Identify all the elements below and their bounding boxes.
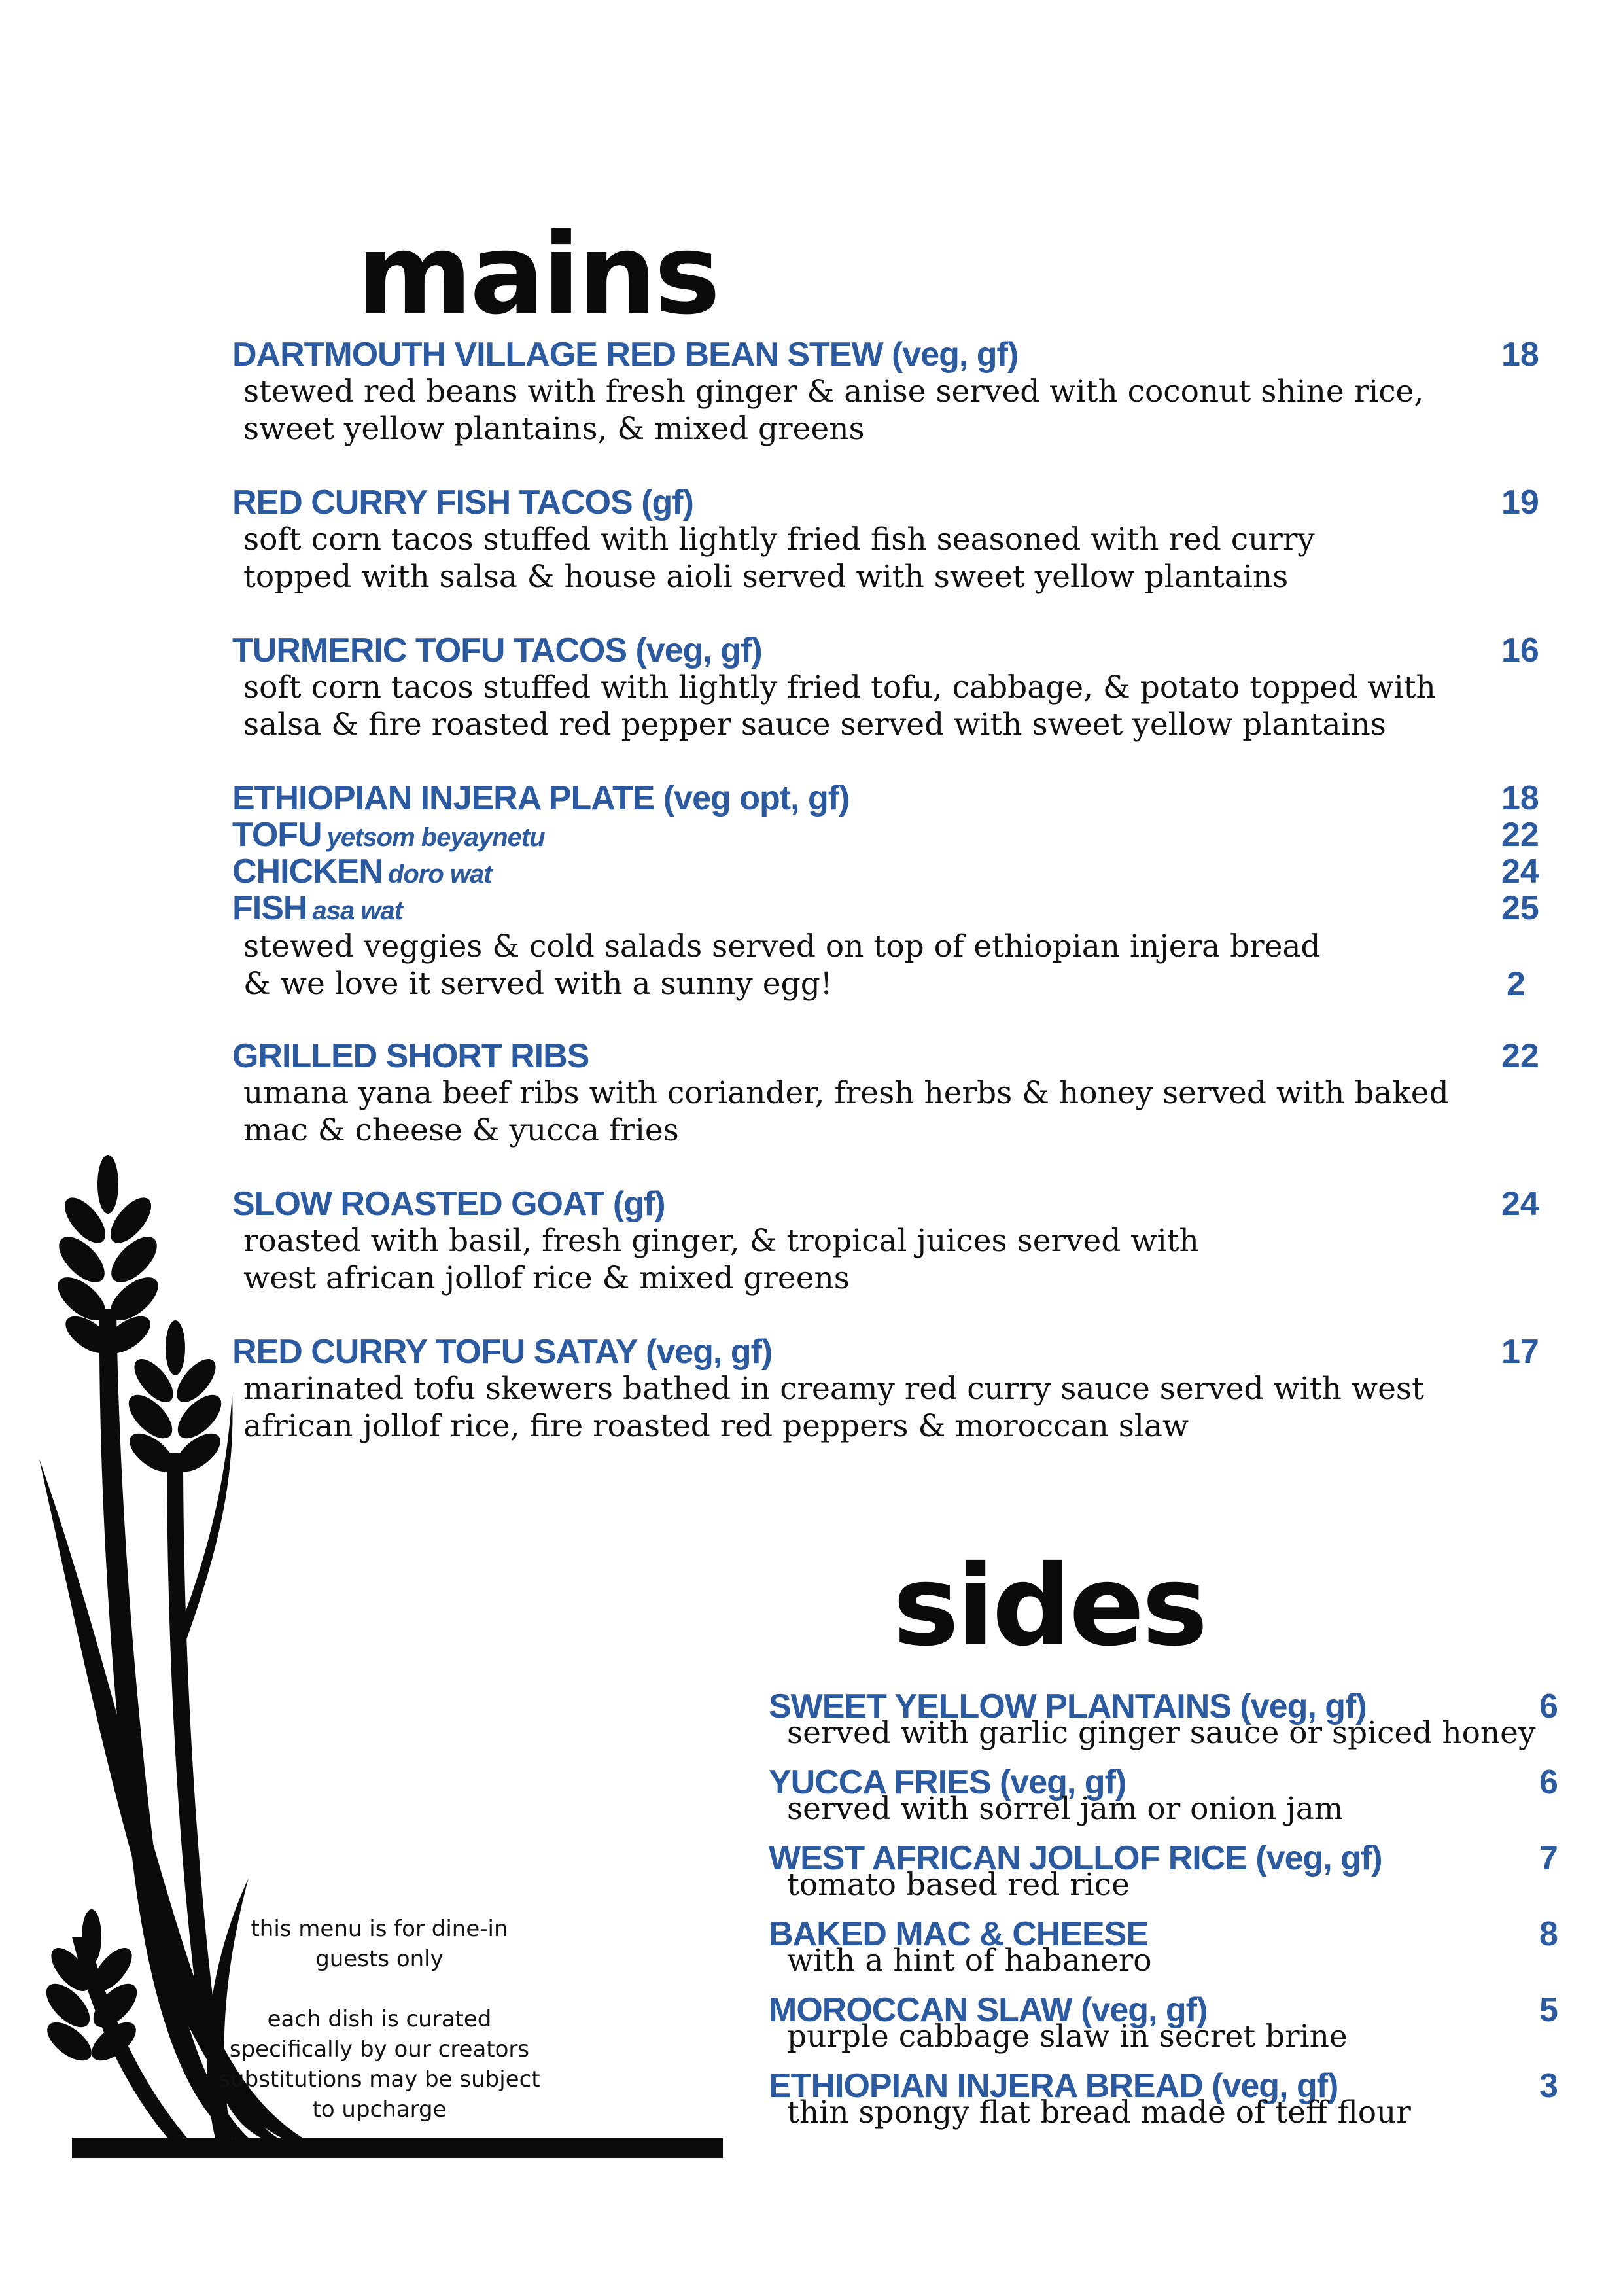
variant-name: FISH: [232, 889, 307, 927]
side-name: ETHIOPIAN INJERA BREAD (veg, gf): [769, 2067, 1338, 2105]
item-description: roasted with basil, fresh ginger, & tropical juices served with west african jollof rice & mixed greens: [243, 1223, 1199, 1296]
mains-heading: mains: [357, 210, 718, 340]
side-description: served with garlic ginger sauce or spiced honey: [787, 1715, 1536, 1751]
item-name: DARTMOUTH VILLAGE RED BEAN STEW (veg, gf): [232, 336, 1019, 374]
variant-subtitle: asa wat: [312, 896, 402, 925]
variant-subtitle: yetsom beyaynetu: [326, 823, 545, 852]
item-name: GRILLED SHORT RIBS: [232, 1037, 589, 1075]
side-price: 6: [1539, 1687, 1558, 1725]
item-description: umana yana beef ribs with coriander, fresh herbs & honey served with baked mac & cheese & yucca fries: [243, 1075, 1449, 1148]
item-description: stewed veggies & cold salads served on top of ethiopian injera bread & we love it served with a sunny egg!: [243, 928, 1321, 1002]
variant-name: TOFU: [232, 816, 322, 854]
sides-heading: sides: [893, 1542, 1206, 1671]
item-price: 22: [1501, 1037, 1539, 1075]
item-price: 16: [1501, 631, 1539, 669]
variant-price: 25: [1501, 889, 1539, 927]
item-price: 18: [1501, 779, 1539, 817]
variant-chicken: [232, 855, 492, 889]
item-description: soft corn tacos stuffed with lightly fried tofu, cabbage, & potato topped with salsa & fire roasted red pepper sauce served with sweet yellow plantains: [243, 669, 1436, 743]
variant-tofu: [232, 818, 545, 852]
item-description: soft corn tacos stuffed with lightly fried fish seasoned with red curry topped with salsa & house aioli served with sweet yellow plantains: [243, 521, 1315, 595]
side-description: served with sorrel jam or onion jam: [787, 1791, 1344, 1827]
item-name: SLOW ROASTED GOAT (gf): [232, 1185, 665, 1223]
side-description: thin spongy flat bread made of teff flour: [787, 2094, 1411, 2130]
variant-fish: [232, 891, 402, 925]
side-description: tomato based red rice: [787, 1867, 1130, 1903]
side-name: BAKED MAC & CHEESE: [769, 1915, 1149, 1953]
notice-line: substitutions may be subject: [218, 2066, 540, 2093]
side-name: SWEET YELLOW PLANTAINS (veg, gf): [769, 1687, 1367, 1725]
side-price: 3: [1539, 2067, 1558, 2105]
item-price: 24: [1501, 1185, 1539, 1223]
variant-subtitle: doro wat: [387, 860, 492, 889]
notice-line: each dish is curated: [267, 2006, 492, 2032]
item-name: TURMERIC TOFU TACOS (veg, gf): [232, 631, 762, 669]
variant-price: 22: [1501, 816, 1539, 854]
variant-name: CHICKEN: [232, 853, 383, 891]
item-description: marinated tofu skewers bathed in creamy red curry sauce served with west african jollof rice, fire roasted red peppers & moroccan slaw: [243, 1371, 1424, 1444]
item-price: 18: [1501, 336, 1539, 374]
dine-in-notice: [196, 1914, 563, 2125]
item-name: RED CURRY FISH TACOS (gf): [232, 484, 693, 521]
notice-line: to upcharge: [312, 2096, 447, 2123]
side-name: WEST AFRICAN JOLLOF RICE (veg, gf): [769, 1839, 1382, 1877]
notice-line: specifically by our creators: [229, 2036, 530, 2062]
side-description: purple cabbage slaw in secret brine: [787, 2019, 1348, 2055]
side-price: 8: [1539, 1915, 1558, 1953]
item-price: 17: [1501, 1333, 1539, 1371]
side-name: YUCCA FRIES (veg, gf): [769, 1763, 1126, 1801]
item-price: 19: [1501, 484, 1539, 521]
side-name: MOROCCAN SLAW (veg, gf): [769, 1991, 1208, 2029]
notice-line: this menu is for dine-in: [251, 1916, 508, 1942]
addon-price: 2: [1507, 965, 1526, 1003]
notice-line: guests only: [315, 1946, 444, 1972]
side-description: with a hint of habanero: [787, 1943, 1152, 1979]
variant-price: 24: [1501, 853, 1539, 891]
side-price: 6: [1539, 1763, 1558, 1801]
item-description: stewed red beans with fresh ginger & anise served with coconut shine rice, sweet yellow plantains, & mixed greens: [243, 374, 1424, 447]
side-price: 5: [1539, 1991, 1558, 2029]
item-name: RED CURRY TOFU SATAY (veg, gf): [232, 1333, 773, 1371]
item-name: ETHIOPIAN INJERA PLATE (veg opt, gf): [232, 779, 850, 817]
side-price: 7: [1539, 1839, 1558, 1877]
